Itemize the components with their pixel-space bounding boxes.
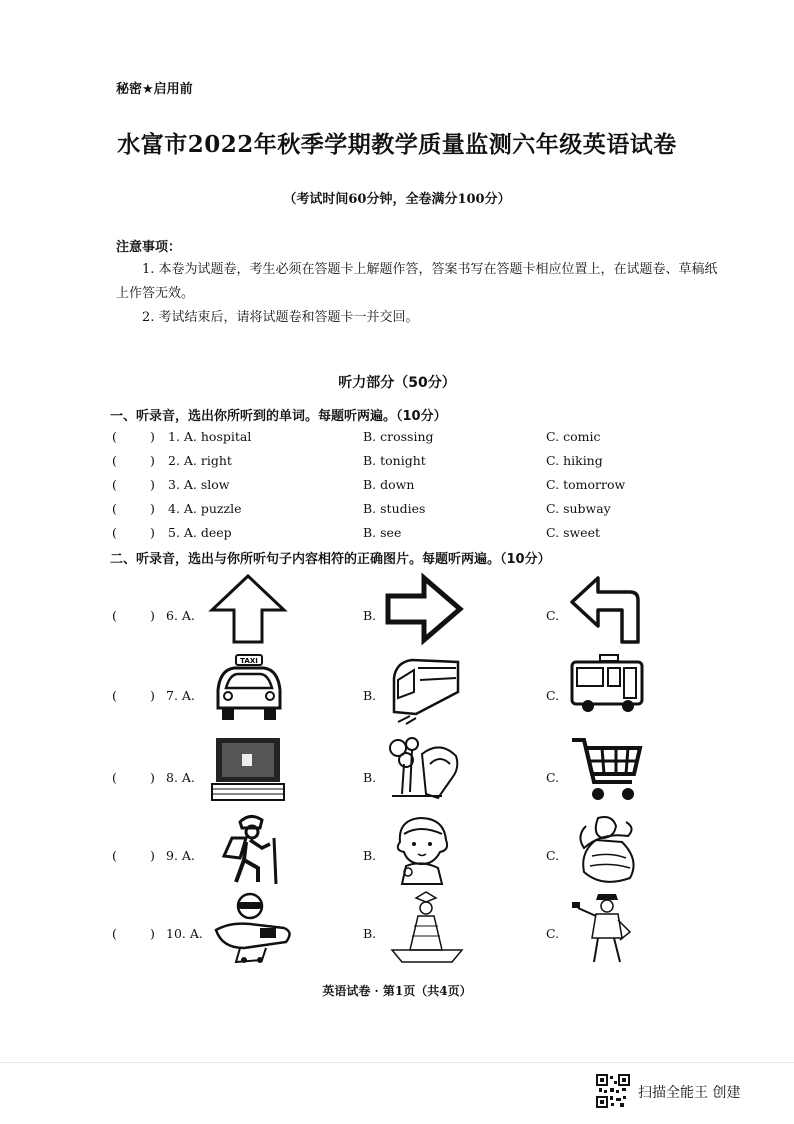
option-c: C. comic	[546, 429, 601, 444]
arrow-turn-left-icon	[566, 572, 644, 646]
taxi-icon	[208, 652, 290, 724]
answer-paren-open: (	[112, 501, 117, 516]
option-a: 2. A. right	[168, 453, 232, 468]
question-row	[0, 477, 794, 499]
option-b: B. studies	[363, 501, 426, 516]
page-fold-divider	[0, 1062, 794, 1063]
computer-icon	[210, 734, 286, 802]
bus-icon	[566, 652, 648, 716]
option-b-label: B.	[363, 926, 377, 941]
page-footer: 英语试卷 · 第1页（共4页）	[322, 984, 472, 998]
girl-icon	[384, 812, 464, 886]
answer-paren-open: (	[112, 453, 117, 468]
option-c: C. subway	[546, 501, 611, 516]
section-title: 听力部分（50分）	[338, 375, 456, 391]
exam-subtitle: （考试时间60分钟，全卷满分100分）	[283, 192, 511, 207]
answer-paren-open: (	[112, 926, 117, 941]
option-c: C. sweet	[546, 525, 600, 540]
option-b-label: B.	[363, 770, 377, 785]
option-a: 5. A. deep	[168, 525, 232, 540]
question-number: 9. A.	[166, 848, 195, 863]
arrow-up-icon	[206, 572, 290, 646]
part1-heading: 一、听录音，选出你所听到的单词。每题听两遍。（10分）	[110, 409, 447, 424]
arrow-right-icon	[384, 572, 464, 646]
answer-paren-close: )	[150, 608, 155, 623]
answer-paren-close: )	[150, 848, 155, 863]
answer-paren-open: (	[112, 688, 117, 703]
postman-icon	[568, 890, 644, 966]
question-number: 10. A.	[166, 926, 203, 941]
shopping-cart-icon	[568, 734, 644, 806]
option-b: B. tonight	[363, 453, 426, 468]
option-b: B. see	[363, 525, 402, 540]
exam-title: 水富市2022年秋季学期教学质量监测六年级英语试卷	[117, 131, 677, 158]
option-c-label: C.	[546, 848, 560, 863]
pilot-plane-icon	[210, 890, 296, 966]
option-a: 1. A. hospital	[168, 429, 252, 444]
option-c: C. tomorrow	[546, 477, 626, 492]
option-c-label: C.	[546, 770, 560, 785]
flowers-icon	[382, 734, 468, 802]
option-c: C. hiking	[546, 453, 603, 468]
answer-paren-open: (	[112, 608, 117, 623]
answer-paren-open: (	[112, 525, 117, 540]
option-a: 4. A. puzzle	[168, 501, 242, 516]
option-b: B. crossing	[363, 429, 434, 444]
answer-paren-open: (	[112, 477, 117, 492]
answer-paren-close: )	[150, 453, 155, 468]
answer-paren-close: )	[150, 525, 155, 540]
dancer-icon	[566, 812, 646, 888]
answer-paren-open: (	[112, 770, 117, 785]
question-row	[0, 501, 794, 523]
answer-paren-close: )	[150, 770, 155, 785]
secret-label: 秘密★启用前	[116, 82, 193, 97]
answer-paren-open: (	[112, 429, 117, 444]
answer-paren-close: )	[150, 926, 155, 941]
question-row	[0, 429, 794, 451]
hiker-icon	[210, 812, 286, 886]
train-icon	[386, 652, 466, 726]
option-b-label: B.	[363, 688, 377, 703]
taxi-sign-text: TAXI	[240, 657, 258, 665]
question-number: 8. A.	[166, 770, 195, 785]
option-c-label: C.	[546, 608, 560, 623]
option-c-label: C.	[546, 926, 560, 941]
option-a: 3. A. slow	[168, 477, 230, 492]
answer-paren-open: (	[112, 848, 117, 863]
answer-paren-close: )	[150, 688, 155, 703]
question-row	[0, 453, 794, 475]
picture-question-row	[0, 652, 794, 744]
notice-heading: 注意事项：	[116, 240, 182, 255]
qr-code-icon	[596, 1074, 630, 1108]
answer-paren-close: )	[150, 477, 155, 492]
watermark-text: 扫描全能王 创建	[638, 1085, 741, 1101]
scanner-watermark	[590, 1072, 780, 1112]
question-row	[0, 525, 794, 547]
woman-sailing-icon	[382, 890, 468, 966]
picture-question-row	[0, 890, 794, 982]
part2-heading: 二、听录音，选出与你所听句子内容相符的正确图片。每题听两遍。（10分）	[110, 552, 551, 567]
option-b-label: B.	[363, 608, 377, 623]
option-c-label: C.	[546, 688, 560, 703]
question-number: 6. A.	[166, 608, 195, 623]
option-b-label: B.	[363, 848, 377, 863]
notice-item: 2. 考试结束后，请将试题卷和答题卡一并交回。	[142, 310, 419, 325]
answer-paren-close: )	[150, 501, 155, 516]
question-number: 7. A.	[166, 688, 195, 703]
notice-item: 1. 本卷为试题卷，考生必须在答题卡上解题作答，答案书写在答题卡相应位置上，在试题卷、草稿纸上作答无效。	[116, 262, 718, 301]
picture-question-row	[0, 572, 794, 664]
answer-paren-close: )	[150, 429, 155, 444]
option-b: B. down	[363, 477, 415, 492]
